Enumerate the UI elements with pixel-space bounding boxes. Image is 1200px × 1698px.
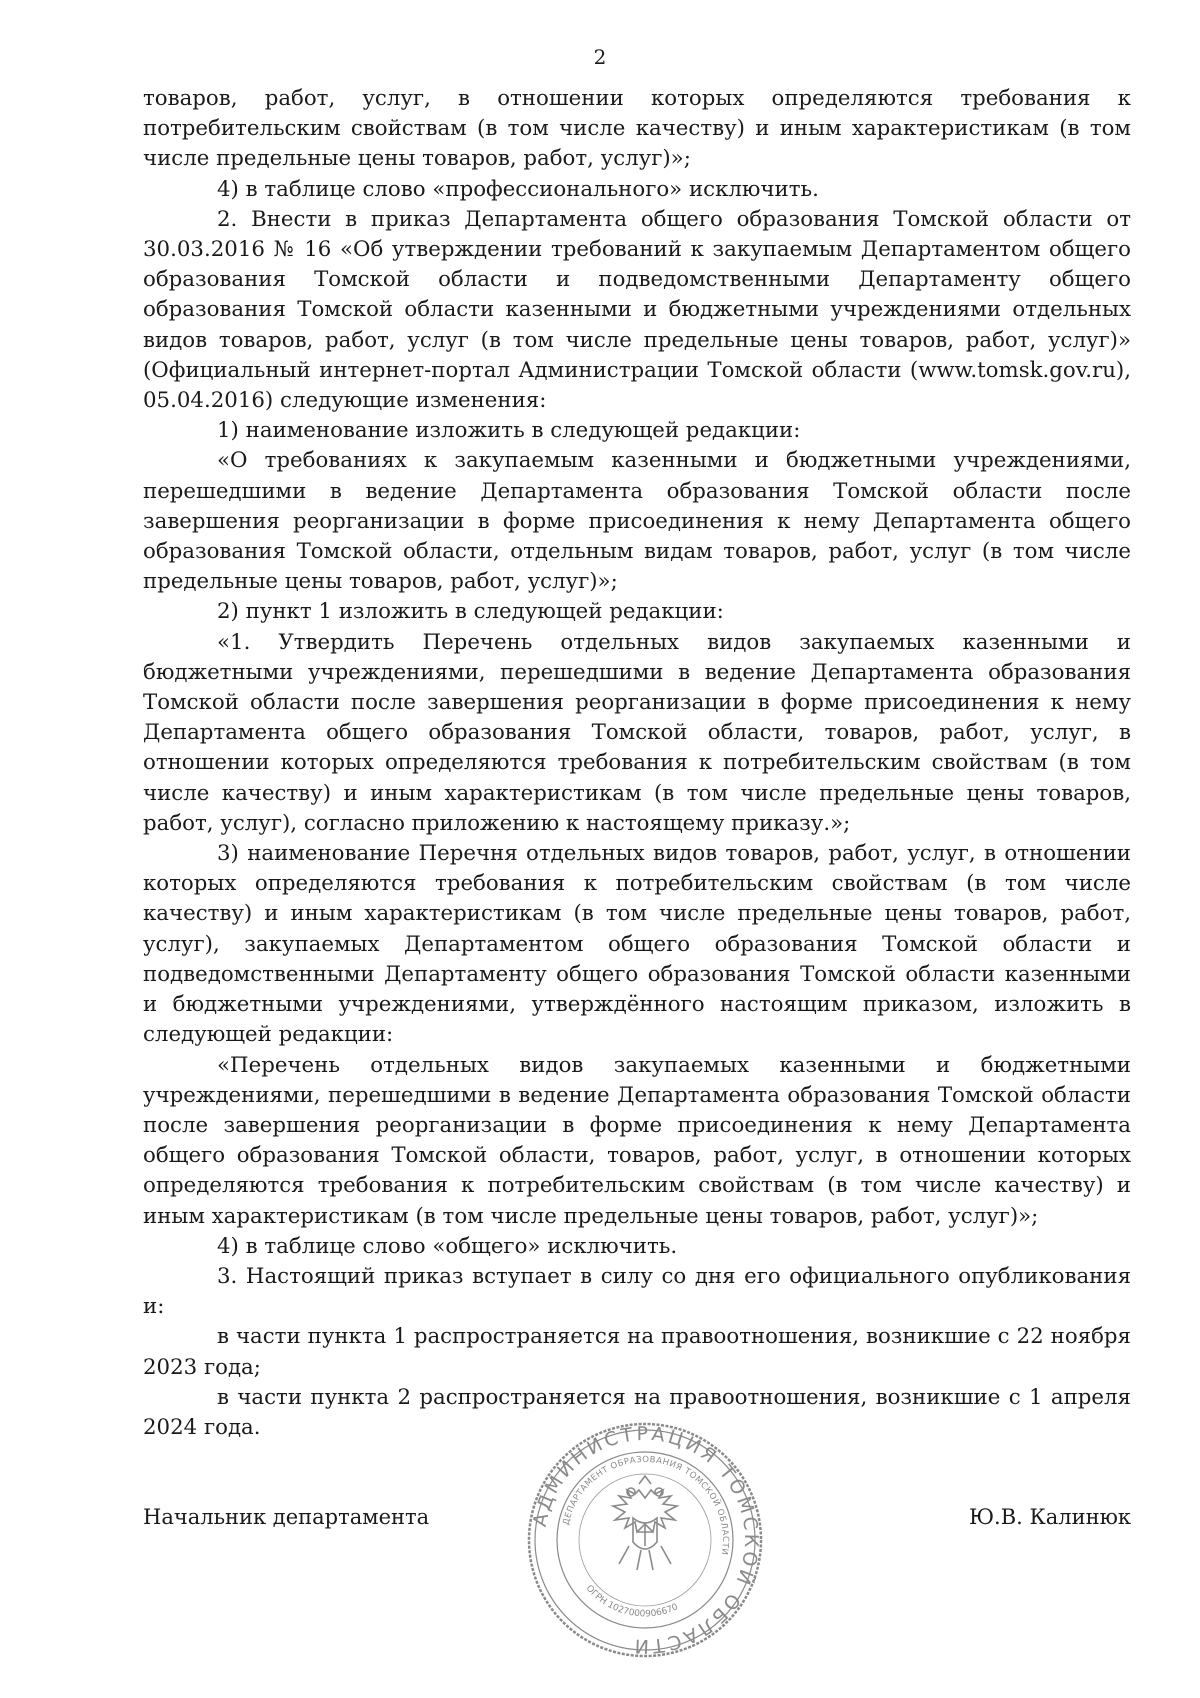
paragraph-subitem-2-point1: 2) пункт 1 изложить в следующей редакции: <box>217 599 724 625</box>
document-body <box>143 84 1131 1443</box>
seal-ogrn-text: ОГРН 1027000906670 <box>583 1583 680 1620</box>
page-number: 2 <box>593 45 607 69</box>
paragraph-continuation: товаров, работ, услуг, в отношении которых определяются требования к потребительским свойствам (в том числе качеству) и иным характеристикам (в том числе предельные цены товаров, работ, услуг)»; <box>143 86 1131 172</box>
paragraph-effect-point1: в части пункта 1 распространяется на правоотношения, возникшие с 22 ноября 2023 года; <box>143 1324 1131 1380</box>
paragraph-subitem-1-title: 1) наименование изложить в следующей редакции: <box>217 418 801 444</box>
paragraph-point1-quote: «1. Утвердить Перечень отдельных видов закупаемых казенными и бюджетными учреждениями, перешедшими в ведение Департамента образования Томской области после завершения реорганизации в форме присоединения к нему Департамента общего образования Томской области, товаров, работ, услуг, в отношении которых определяются требования к потребительским свойствам (в том числе качеству) и иным характеристикам (в том числе предельные цены товаров, работ, услуг), согласно приложению к настоящему приказу.»; <box>143 629 1131 836</box>
coat-of-arms-icon <box>613 1476 677 1570</box>
seal-inner-text: ДЕПАРТАМЕНТ ОБРАЗОВАНИЯ ТОМСКОЙ ОБЛАСТИ <box>561 1454 731 1556</box>
paragraph-new-title-quote: «О требованиях к закупаемым казенными и бюджетными учреждениями, перешедшими в ведение Департамента образования Томской области после завершения реорганизации в форме присоединения к нему Департамента общего образования Томской области, отдельным видам товаров, работ, услуг (в том числе предельные цены товаров, работ, услуг)»; <box>143 448 1131 595</box>
seal-outer-text: АДМИНИСТРАЦИЯ ТОМСКОЙ ОБЛАСТИ <box>528 1422 763 1658</box>
paragraph-subitem-3-list-title: 3) наименование Перечня отдельных видов товаров, работ, услуг, в отношении которых определяются требования к потребительским свойствам (в том числе качеству) и иным характеристикам (в том числе предельные цены товаров, работ, услуг), закупаемых Департаментом общего образования Томской области и подведомственными Департаменту общего образования Томской области казенными и бюджетными учреждениями, утверждённого настоящим приказом, изложить в следующей редакции: <box>143 841 1131 1048</box>
official-seal <box>525 1420 765 1660</box>
paragraph-subitem-4-general: 4) в таблице слово «общего» исключить. <box>217 1233 678 1259</box>
paragraph-item-2-amend-order: 2. Внести в приказ Департамента общего образования Томской области от 30.03.2016 № 16 «Об утверждении требований к закупаемым Департаментом общего образования Томской области и подведомственными Департаменту общего образования Томской области казенными и бюджетными учреждениями отдельных видов товаров, работ, услуг (в том числе предельные цены товаров, работ, услуг)» (Официальный интернет-портал Администрации Томской области (www.tomsk.gov.ru), 05.04.2016) следующие изменения: <box>143 206 1131 414</box>
paragraph-item-4-professional: 4) в таблице слово «профессионального» исключить. <box>217 176 819 202</box>
paragraph-effect-point2: в части пункта 2 распространяется на правоотношения, возникшие с 1 апреля 2024 года. <box>143 1384 1131 1440</box>
signatory-name: Ю.В. Калинюк <box>968 1505 1131 1529</box>
paragraph-item-3-effect: 3. Настоящий приказ вступает в силу со дня его официального опубликования и: <box>143 1263 1131 1320</box>
seal-icon <box>525 1420 765 1660</box>
signatory-position: Начальник департамента <box>143 1505 430 1529</box>
paragraph-list-title-quote: «Перечень отдельных видов закупаемых казенными и бюджетными учреждениями, перешедшими в ведение Департамента образования Томской области после завершения реорганизации в форме присоединения к нему Департамента общего образования Томской области, товаров, работ, услуг, в отношении которых определяются требования к потребительским свойствам (в том числе качеству) и иным характеристикам (в том числе предельные цены товаров, работ, услуг)»; <box>143 1052 1131 1229</box>
